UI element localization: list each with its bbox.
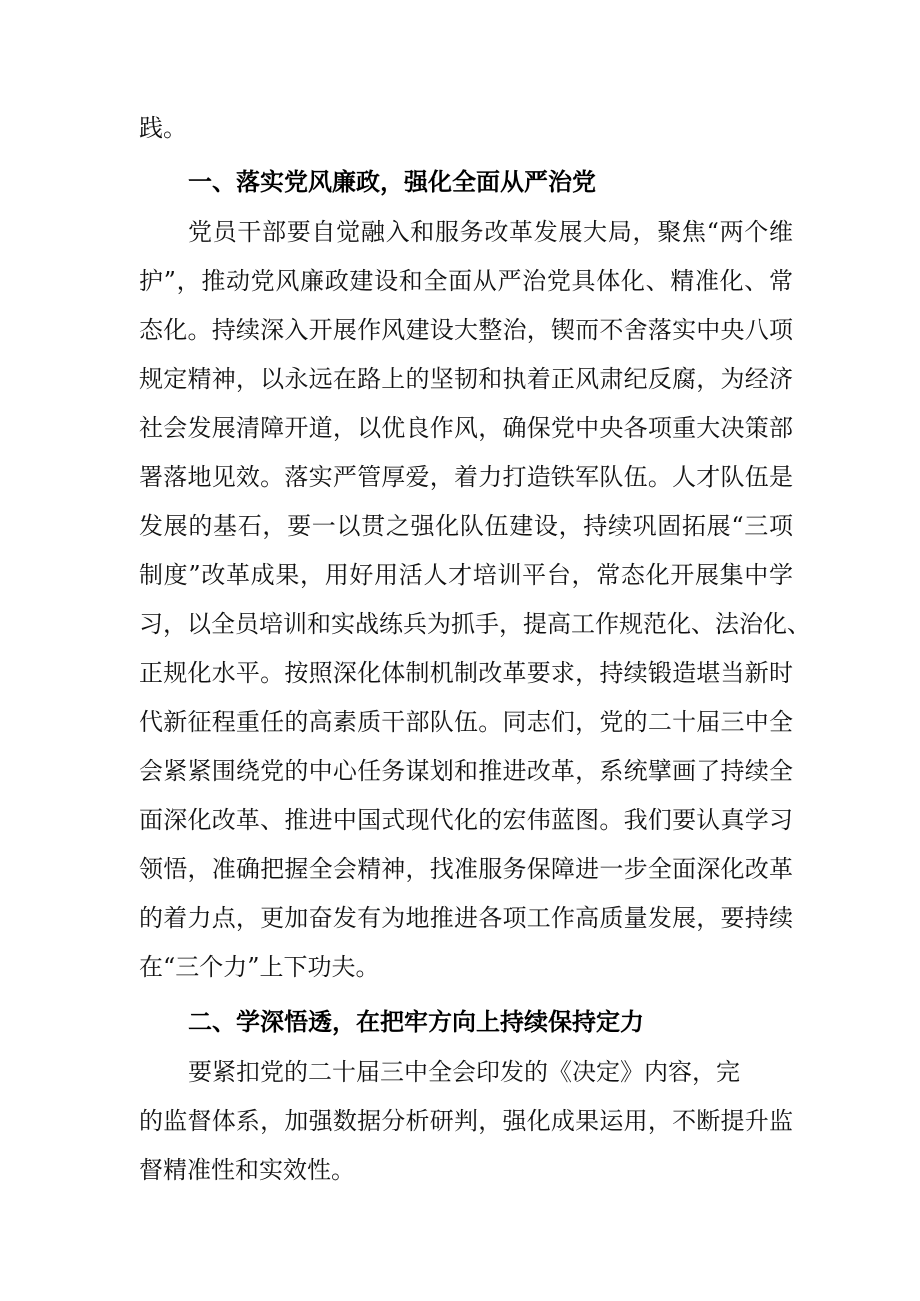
paragraph-line: 署落地见效。落实严管厚爱，着力打造铁军队伍。人才队伍是	[139, 463, 793, 491]
paragraph-line: 督精准性和实效性。	[139, 1156, 355, 1184]
paragraph-line: 发展的基石，要一以贯之强化队伍建设，持续巩固拓展“三项	[139, 512, 793, 540]
section-heading-2: 二、学深悟透，在把牢方向上持续保持定力	[188, 1008, 644, 1036]
paragraph-line: 规定精神，以永远在路上的坚韧和执着正风肃纪反腐，为经济	[139, 365, 793, 393]
paragraph-line: 会紧紧围绕党的中心任务谋划和推进改革，系统擘画了持续全	[139, 757, 793, 785]
paragraph-line: 态化。持续深入开展作风建设大整治，锲而不舍落实中央八项	[139, 316, 793, 344]
paragraph-line: 的着力点，更加奋发有为地推进各项工作高质量发展，要持续	[139, 904, 793, 932]
paragraph-line: 践。	[139, 114, 187, 142]
paragraph-line: 要紧扣党的二十届三中全会印发的《决定》内容，完	[188, 1058, 740, 1086]
section-heading-1: 一、落实党风廉政，强化全面从严治党	[188, 168, 596, 196]
paragraph-line: 的监督体系，加强数据分析研判，强化成果运用，不断提升监	[139, 1107, 793, 1135]
paragraph-line: 正规化水平。按照深化体制机制改革要求，持续锻造堪当新时	[139, 659, 793, 687]
paragraph-line: 护”，推动党风廉政建设和全面从严治党具体化、精准化、常	[139, 267, 793, 295]
paragraph-line: 制度”改革成果，用好用活人才培训平台，常态化开展集中学	[139, 561, 793, 589]
paragraph-line: 习，以全员培训和实战练兵为抓手，提高工作规范化、法治化、	[139, 610, 811, 638]
paragraph-line: 社会发展清障开道，以优良作风，确保党中央各项重大决策部	[139, 414, 793, 442]
paragraph-line: 代新征程重任的高素质干部队伍。同志们，党的二十届三中全	[139, 708, 793, 736]
paragraph-line: 面深化改革、推进中国式现代化的宏伟蓝图。我们要认真学习	[139, 806, 793, 834]
paragraph-line: 在“三个力”上下功夫。	[139, 953, 380, 981]
paragraph-line: 领悟，准确把握全会精神，找准服务保障进一步全面深化改革	[139, 855, 793, 883]
paragraph-line: 党员干部要自觉融入和服务改革发展大局，聚焦“两个维	[188, 218, 793, 246]
